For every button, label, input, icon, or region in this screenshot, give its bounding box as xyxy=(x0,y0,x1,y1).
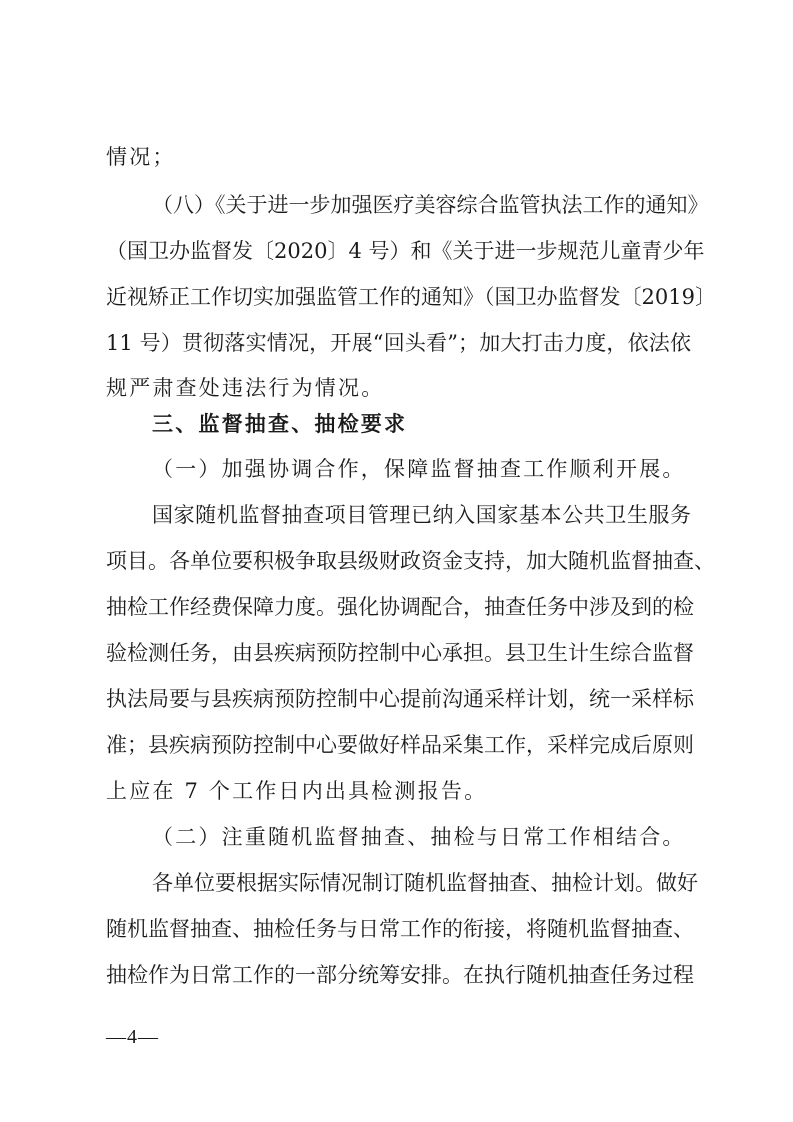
paragraph-line: 随机监督抽查、抽检任务与日常工作的衔接，将随机监督抽查、 xyxy=(106,917,694,941)
paragraph-line: 规严肃查处违法行为情况。 xyxy=(106,376,385,400)
paragraph-line: 抽检工作经费保障力度。强化协调配合，抽查任务中涉及到的检 xyxy=(106,595,694,619)
paragraph-line: 执法局要与县疾病预防控制中心提前沟通采样计划，统一采样标 xyxy=(106,687,694,711)
paragraph-line: 验检测任务，由县疾病预防控制中心承担。县卫生计生综合监督 xyxy=(106,641,694,665)
subsection-heading: （二）注重随机监督抽查、抽检与日常工作相结合。 xyxy=(152,825,686,849)
paragraph-line: 11 号）贯彻落实情况，开展“回头看”；加大打击力度，依法依 xyxy=(106,331,691,355)
paragraph-line: 准；县疾病预防控制中心要做好样品采集工作，采样完成后原则 xyxy=(106,733,694,757)
paragraph-line: 国家随机监督抽查项目管理已纳入国家基本公共卫生服务 xyxy=(152,503,691,527)
paragraph-line: 项目。各单位要积极争取县级财政资金支持，加大随机监督抽查、 xyxy=(106,549,715,573)
paragraph-line: 上应在 7 个工作日内出具检测报告。 xyxy=(106,779,488,803)
paragraph-line: 各单位要根据实际情况制订随机监督抽查、抽检计划。做好 xyxy=(152,871,698,895)
subsection-heading: （一）加强协调合作，保障监督抽查工作顺利开展。 xyxy=(152,457,686,481)
page-number: —4— xyxy=(106,1026,159,1048)
paragraph-line: （国卫办监督发〔2020〕4 号）和《关于进一步规范儿童青少年 xyxy=(106,239,705,263)
paragraph-line: 近视矫正工作切实加强监管工作的通知》（国卫办监督发〔2019〕 xyxy=(106,285,716,309)
paragraph-line: 情况； xyxy=(106,145,176,169)
paragraph-line: 抽检作为日常工作的一部分统筹安排。在执行随机抽查任务过程 xyxy=(106,963,694,987)
section-heading: 三、监督抽查、抽检要求 xyxy=(152,412,408,436)
paragraph-line: （八）《关于进一步加强医疗美容综合监管执法工作的通知》 xyxy=(152,193,709,217)
